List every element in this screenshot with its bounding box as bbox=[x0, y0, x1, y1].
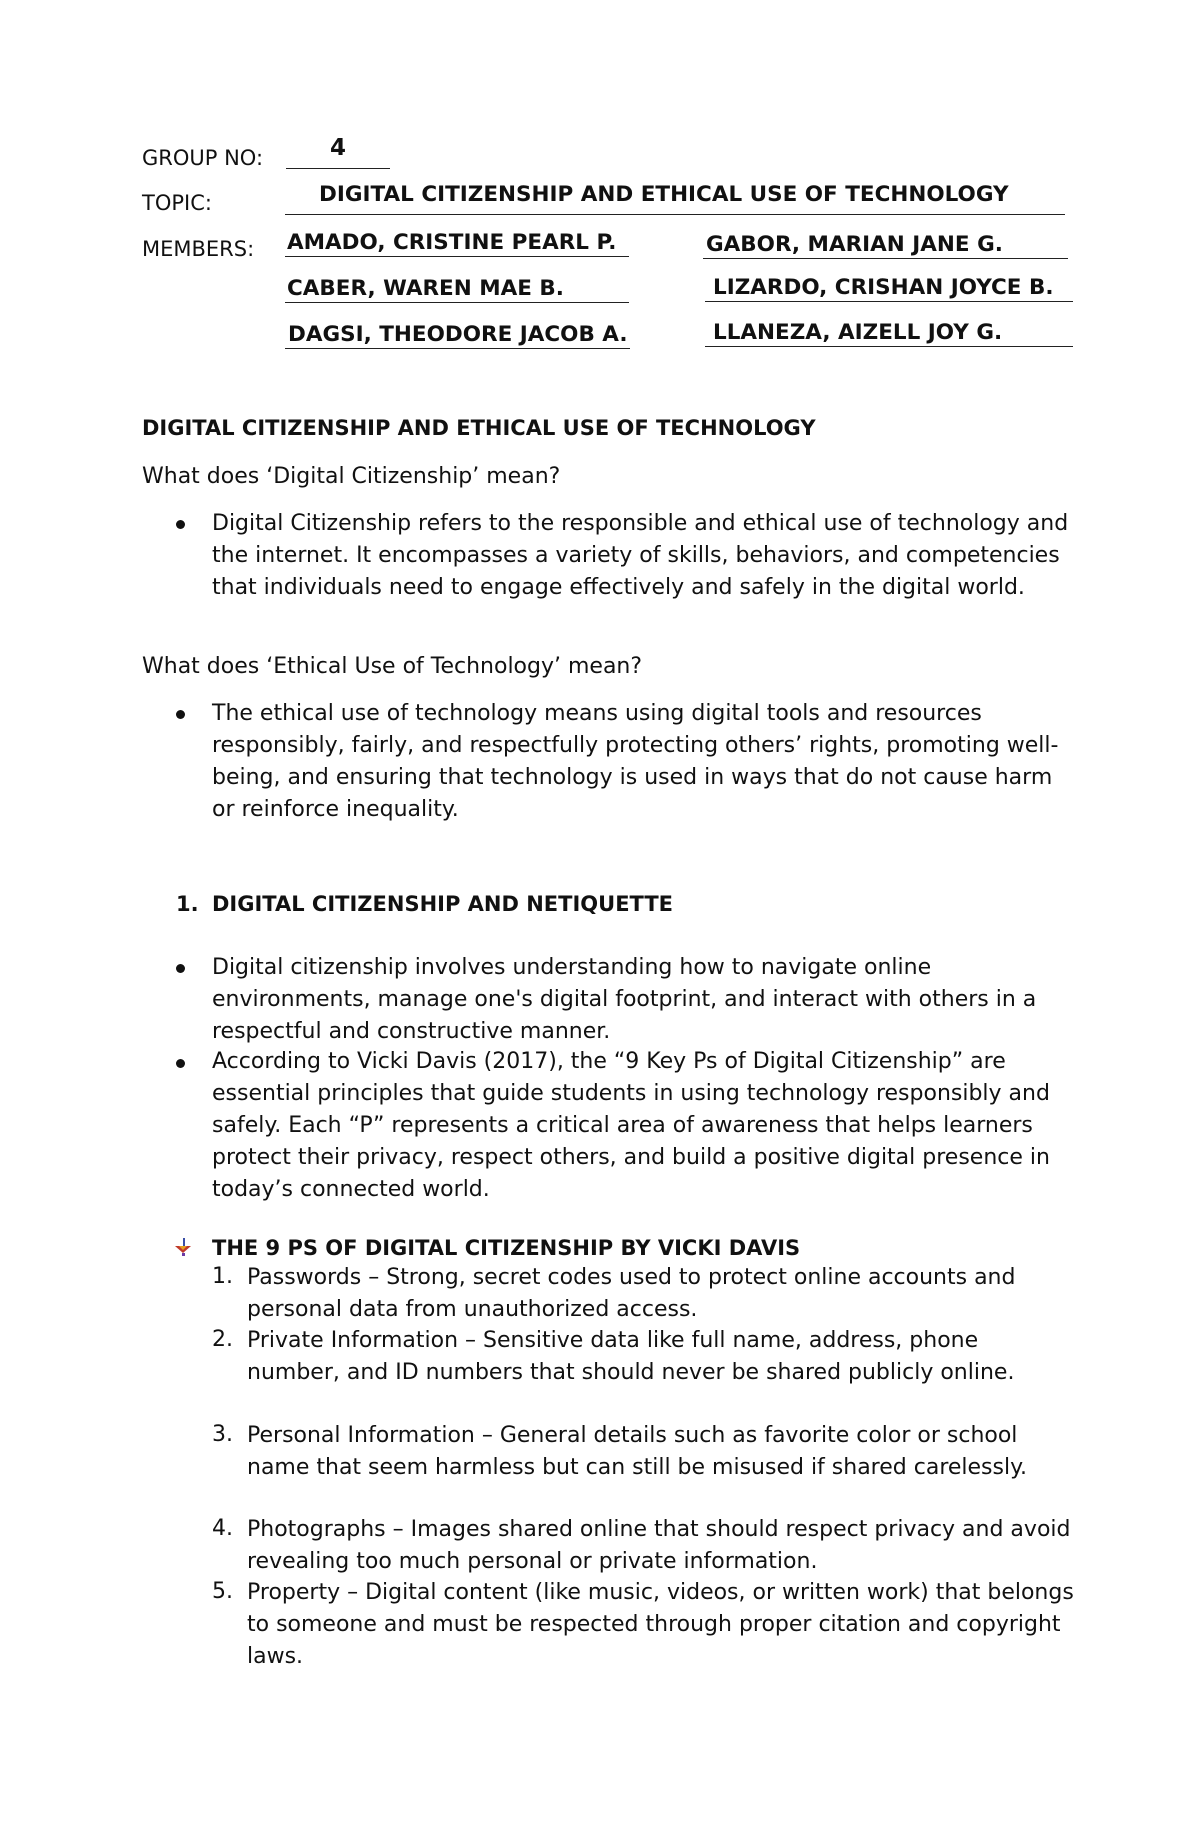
section-1-bullet-2: According to Vicki Davis (2017), the “9 Key Ps of Digital Citizenship” are essential principles that guide students in using technology responsibly and safely. Each “P” represents a critical area of awareness that helps learners protect their privacy, respect others, and build a positive digital presence in today’s connected world. bbox=[212, 1049, 1050, 1202]
group-no-value[interactable]: 4 bbox=[286, 134, 390, 169]
section-1-bullet-1: Digital citizenship involves understanding how to navigate online environments, manage one's digital footprint, and interact with others in a respectful and constructive manner. bbox=[212, 955, 1037, 1044]
list-number: 5. bbox=[212, 1579, 233, 1604]
bullet-icon bbox=[176, 964, 185, 973]
member-field-1[interactable]: AMADO, CRISTINE PEARL P. bbox=[285, 230, 629, 257]
arrow-down-icon bbox=[174, 1238, 192, 1256]
document-title: DIGITAL CITIZENSHIP AND ETHICAL USE OF TECHNOLOGY bbox=[142, 416, 816, 440]
bullet-icon bbox=[176, 1059, 185, 1068]
member-field-3[interactable]: CABER, WAREN MAE B. bbox=[285, 276, 629, 303]
bullet-icon bbox=[176, 520, 185, 529]
question-ethical-use: What does ‘Ethical Use of Technology’ mean? bbox=[142, 654, 643, 679]
group-no-label: GROUP NO: bbox=[142, 146, 264, 170]
members-label: MEMBERS: bbox=[142, 237, 255, 261]
member-field-2[interactable]: GABOR, MARIAN JANE G. bbox=[703, 232, 1068, 259]
member-field-4[interactable]: LIZARDO, CRISHAN JOYCE B. bbox=[705, 275, 1073, 302]
nine-ps-item-4: Photographs – Images shared online that should respect privacy and avoid revealing too much personal or private information. bbox=[247, 1517, 1071, 1574]
list-number: 2. bbox=[212, 1327, 233, 1352]
section-1-heading: DIGITAL CITIZENSHIP AND NETIQUETTE bbox=[212, 892, 674, 916]
list-number: 1. bbox=[212, 1264, 233, 1289]
nine-ps-item-5: Property – Digital content (like music, videos, or written work) that belongs to someone and must be respected through proper citation and copyright laws. bbox=[247, 1580, 1074, 1669]
list-number: 3. bbox=[212, 1422, 233, 1447]
bullet-icon bbox=[176, 710, 185, 719]
answer-digital-citizenship: Digital Citizenship refers to the responsible and ethical use of technology and the internet. It encompasses a variety of skills, behaviors, and competencies that individuals need to engage effectively and safely in the digital world. bbox=[212, 511, 1069, 600]
nine-ps-heading: THE 9 PS OF DIGITAL CITIZENSHIP BY VICKI DAVIS bbox=[212, 1236, 801, 1260]
member-field-6[interactable]: LLANEZA, AIZELL JOY G. bbox=[705, 320, 1073, 347]
topic-value[interactable]: DIGITAL CITIZENSHIP AND ETHICAL USE OF TECHNOLOGY bbox=[285, 180, 1065, 215]
question-digital-citizenship: What does ‘Digital Citizenship’ mean? bbox=[142, 464, 561, 489]
member-field-5[interactable]: DAGSI, THEODORE JACOB A. bbox=[285, 322, 630, 349]
nine-ps-item-1: Passwords – Strong, secret codes used to protect online accounts and personal data from unauthorized access. bbox=[247, 1265, 1016, 1322]
section-1-number: 1. bbox=[176, 892, 199, 916]
topic-label: TOPIC: bbox=[142, 191, 212, 215]
answer-ethical-use: The ethical use of technology means using digital tools and resources responsibly, fairly, and respectfully protecting others’ rights, promoting well-being, and ensuring that technology is used in ways that do not cause harm or reinforce inequality. bbox=[212, 701, 1059, 822]
list-number: 4. bbox=[212, 1516, 233, 1541]
nine-ps-item-2: Private Information – Sensitive data like full name, address, phone number, and ID numbers that should never be shared publicly online. bbox=[247, 1328, 1015, 1385]
nine-ps-item-3: Personal Information – General details such as favorite color or school name that seem harmless but can still be misused if shared carelessly. bbox=[247, 1423, 1027, 1480]
